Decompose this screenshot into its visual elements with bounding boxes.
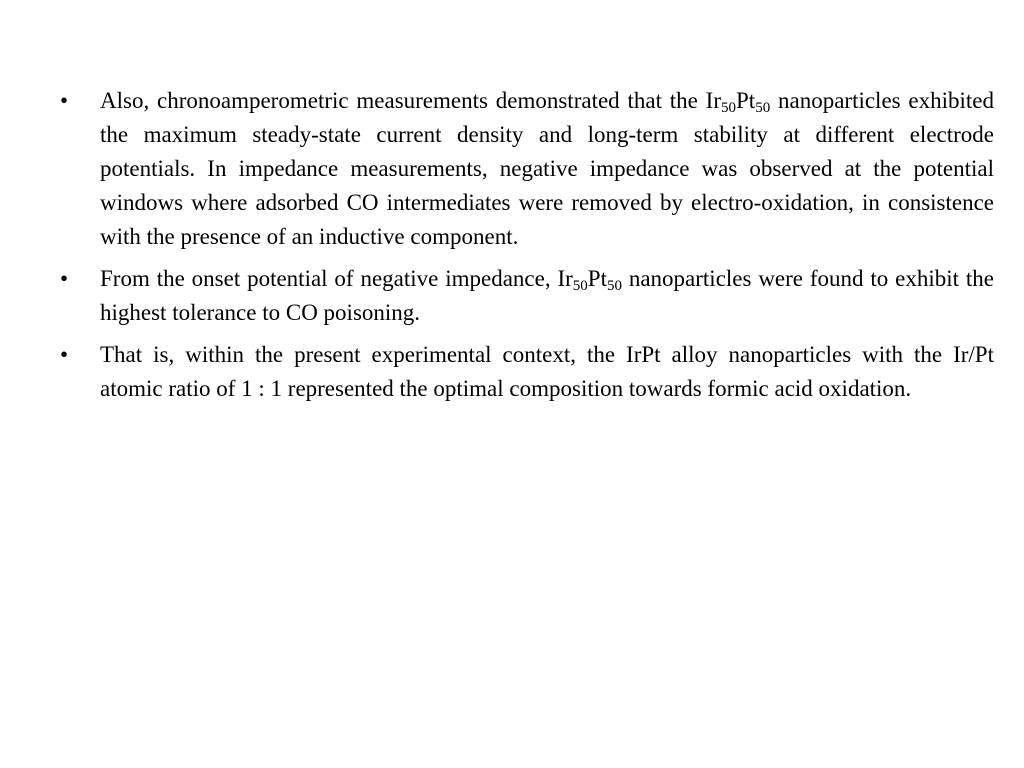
bullet-text-2c: nanoparticles were found to exhibit the highest tolerance to CO poisoning. — [100, 266, 994, 325]
subscript-ir: 50 — [721, 100, 736, 116]
bullet-mark: • — [60, 342, 69, 367]
bullet-text-1b: Pt — [736, 88, 756, 113]
subscript-ir: 50 — [572, 278, 588, 294]
bullet-item-2 — [60, 262, 994, 330]
bullet-item-1 — [60, 84, 994, 254]
bullet-text-2a: From the onset potential of negative impedance, Ir — [100, 266, 573, 291]
bullet-item-3 — [60, 338, 994, 406]
bullet-mark: • — [60, 88, 69, 113]
bullet-text-2b: Pt — [587, 266, 607, 291]
bullet-text-1c: nanoparticles exhibited the maximum steady-state current density and long-term stability at different electrode potentials. In impedance measurements, negative impedance was observed at the potential windows where adsorbed CO intermediates were removed by electro-oxidation, in consistence with the presence of an inductive component. — [100, 88, 994, 249]
subscript-pt: 50 — [755, 100, 771, 116]
bullet-text-1a: Also, chronoamperometric measurements demonstrated that the Ir — [100, 88, 721, 113]
bullet-mark: • — [60, 266, 69, 291]
subscript-pt: 50 — [606, 278, 622, 294]
bullet-list — [60, 84, 994, 414]
bullet-text-3: That is, within the present experimental context, the IrPt alloy nanoparticles with the Ir/Pt atomic ratio of 1 : 1 represented the optimal composition towards formic acid oxidation. — [100, 342, 994, 401]
